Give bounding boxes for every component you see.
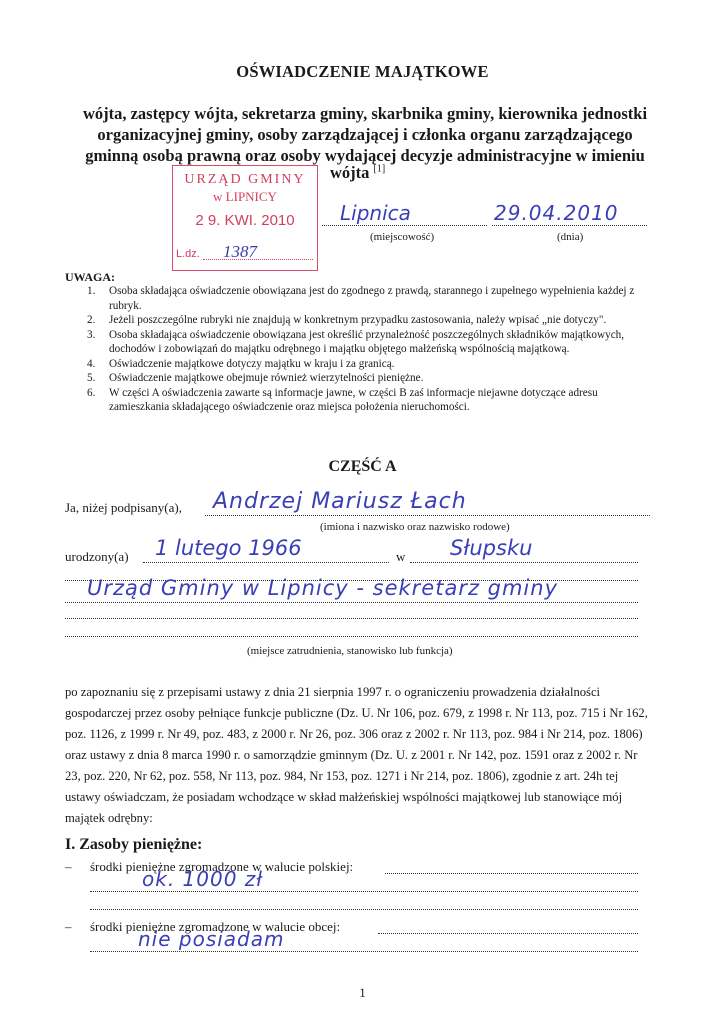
foreign-label: środki pieniężne zgromadzone w walucie obcej: bbox=[90, 919, 341, 934]
part-a-heading: CZĘŚĆ A bbox=[328, 458, 397, 475]
born-place-value: Słupsku bbox=[450, 536, 533, 560]
page-number: 1 bbox=[359, 985, 366, 1000]
stamp-dotted-line bbox=[203, 259, 313, 260]
stamp-ldz-number: 1387 bbox=[223, 242, 257, 261]
statement-paragraph: po zapoznaniu się z przepisami ustawy z dnia 21 sierpnia 1997 r. o ograniczeniu prowadzenia działalności gospodarczej przez osoby pełniące funkcje publiczne (Dz. U. Nr 106, poz. 679, z 1998 r. Nr 113, poz. 715 i Nr 162, poz. 1126, z 1999 r. Nr 49, poz. 483, z 2000 r. Nr 26, poz. 306 oraz z 2002 r. Nr 113, poz. 984 i Nr 214, poz. 1806) oraz ustawy z dnia 8 marca 1990 r. o samorządzie gminnym (Dz. U. z 2001 r. Nr 142, poz. 1591 oraz z 2002 r. Nr 23, poz. 220, Nr 62, poz. 558, Nr 113, poz. 984, Nr 153, poz. 1271 i Nr 214, poz. 1806), zgodnie z art. 24h tej ustawy oświadczam, że posiadam wchodzące w skład małżeńskiej wspólności majątkowej lub stanowiące mój majątek odrębny: bbox=[65, 685, 648, 825]
subtitle-end: wójta [1] bbox=[330, 163, 386, 182]
document-subtitle bbox=[60, 103, 670, 166]
subtitle-line: wójta, zastępcy wójta, sekretarza gminy, skarbnika gminy, kierownika jednostki bbox=[82, 104, 648, 123]
date-value: 29.04.2010 bbox=[494, 201, 619, 225]
document-title: OŚWIADCZENIE MAJĄTKOWE bbox=[236, 62, 489, 81]
place-value: Lipnica bbox=[340, 201, 411, 225]
name-field bbox=[205, 489, 650, 516]
notice-item: 5. Oświadczenie majątkowe obejmuje również wierzytelności pieniężne. bbox=[87, 372, 424, 384]
name-caption: (imiona i nazwisko oraz nazwisko rodowe) bbox=[320, 521, 510, 533]
stamp-office: URZĄD GMINY bbox=[184, 172, 306, 187]
foreign-line-2 bbox=[90, 927, 638, 952]
bullet-dash: – bbox=[65, 919, 72, 934]
foreign-value: nie posiadam bbox=[138, 927, 285, 951]
employment-line-4 bbox=[65, 622, 638, 637]
stamp-town: w LIPNICY bbox=[213, 189, 277, 204]
born-place-field bbox=[410, 536, 638, 563]
notice-list bbox=[87, 284, 657, 415]
employment-value: Urząd Gminy w Lipnicy - sekretarz gminy bbox=[87, 576, 559, 600]
date-caption: (dnia) bbox=[557, 231, 584, 243]
notice-item: 3. Osoba składająca oświadczenie obowiązana jest określić przynależność poszczególnych składników majątkowych, dochodów i zobowiązań do majątku odrębnego i majątku objętego małżeńską wspólnością majątkową. bbox=[87, 328, 625, 355]
footnote-ref: [1] bbox=[373, 163, 386, 175]
place-field bbox=[322, 203, 487, 226]
pln-line-3 bbox=[90, 895, 638, 910]
notice-item: 1. Osoba składająca oświadczenie obowiązana jest do zgodnego z prawdą, starannego i zupełnego wypełnienia każdej z rubryk. bbox=[87, 285, 635, 312]
notice-item: 6. W części A oświadczenia zawarte są informacje jawne, w części B zaś informacje niejawne dotyczące adresu zamieszkania składającego oświadczenie oraz miejsca położenia nieruchomości. bbox=[87, 386, 598, 413]
notice-item: 2. Jeżeli poszczególne rubryki nie znajdują w konkretnym przypadku zastosowania, należy wpisać „nie dotyczy". bbox=[87, 314, 607, 326]
born-label: urodzony(a) bbox=[65, 549, 129, 564]
place-caption: (miejscowość) bbox=[370, 231, 435, 243]
employment-caption: (miejsce zatrudnienia, stanowisko lub funkcja) bbox=[247, 645, 453, 657]
bullet-dash: – bbox=[65, 859, 72, 874]
subtitle-line: organizacyjnej gminy, osoby zarządzającej i członka organu zarządzającego bbox=[97, 125, 633, 144]
notice-heading: UWAGA: bbox=[65, 270, 115, 284]
born-date-field bbox=[143, 536, 389, 563]
pln-label: środki pieniężne zgromadzone w walucie polskiej: bbox=[90, 859, 354, 874]
employment-line-3 bbox=[65, 604, 638, 619]
born-date-value: 1 lutego 1966 bbox=[155, 536, 302, 560]
office-stamp bbox=[172, 165, 318, 271]
section-1-heading: I. Zasoby pieniężne: bbox=[65, 836, 203, 853]
pln-value: ok. 1000 zł bbox=[142, 867, 264, 891]
stamp-ldz-label: L.dz. bbox=[176, 248, 200, 260]
stamp-date: 2 9. KWI. 2010 bbox=[195, 212, 295, 229]
subtitle-line: gminną osobą prawną oraz osoby wydającej decyzje administracyjne w imieniu bbox=[85, 146, 645, 165]
employment-line-2 bbox=[65, 576, 638, 603]
pln-line-2 bbox=[90, 867, 638, 892]
born-in-label: w bbox=[396, 549, 406, 564]
name-value: Andrzej Mariusz Łach bbox=[213, 489, 467, 514]
name-label: Ja, niżej podpisany(a), bbox=[65, 500, 182, 515]
date-field bbox=[492, 203, 647, 226]
notice-item: 4. Oświadczenie majątkowe dotyczy majątku w kraju i za granicą. bbox=[87, 357, 395, 370]
